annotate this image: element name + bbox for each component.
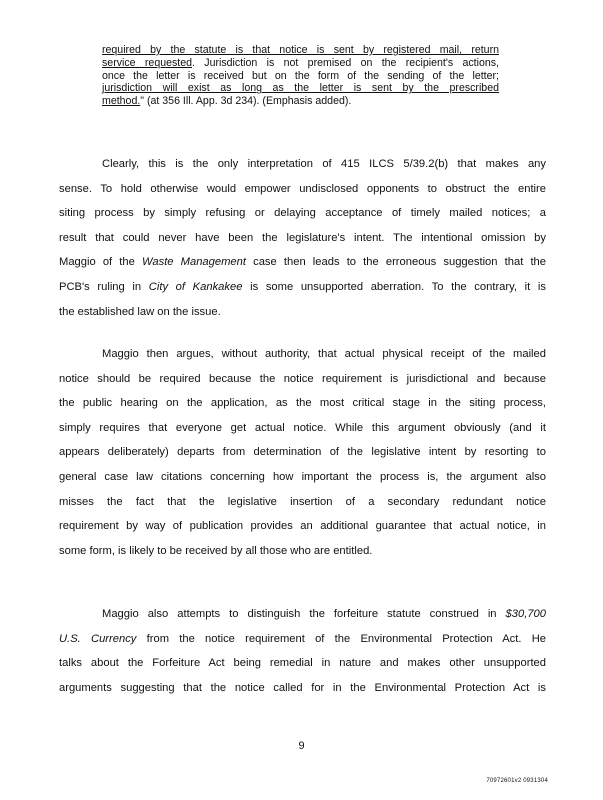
p1-line-6b: is some unsupported aberration. To the contrary, it is (242, 280, 546, 293)
quote-line-5-underlined: method. (102, 95, 141, 108)
quote-line-3: once the letter is received but on the form of the sending of the letter; (102, 69, 499, 82)
page-number: 9 (298, 740, 305, 752)
p1-line-5a: Maggio of the (59, 256, 143, 269)
p3-line-4: arguments suggesting that the notice called for in the Environmental Protection Act is (59, 681, 546, 694)
p3-line-3: talks about the Forfeiture Act being remedial in nature and makes other unsupported (59, 657, 546, 670)
paragraph-1 (59, 152, 546, 324)
p1-line-3: siting process by simply refusing or delaying acceptance of timely mailed notices; a (59, 207, 546, 220)
p1-line-4: result that could never have been the legislature's intent. The intentional omission by (59, 231, 546, 244)
p2-line-4: simply requires that everyone get actual notice. While this argument obviously (and it (59, 421, 546, 434)
quote-line-4: jurisdiction will exist as long as the letter is sent by the prescribed (102, 82, 499, 95)
case-name-currency-part-1: $30,700 (505, 608, 546, 620)
p1-line-2: sense. To hold otherwise would empower undisclosed opponents to obstruct the entire (59, 182, 546, 195)
p2-line-1: Maggio then argues, without authority, that actual physical receipt of the mailed (102, 348, 546, 360)
paragraph-2 (59, 342, 546, 563)
p1-line-1: Clearly, this is the only interpretation of 415 ILCS 5/39.2(b) that makes any (102, 158, 546, 170)
quote-line-2-underlined: service requested (102, 56, 193, 69)
p2-line-8: requirement by way of publication provides an additional guarantee that actual notice, in (59, 520, 546, 533)
p3-line-2b: from the notice requirement of the Environmental Protection Act. He (136, 632, 547, 645)
block-quote (102, 44, 499, 108)
case-name-waste-management: Waste Management (142, 256, 246, 269)
paragraph-3 (59, 602, 546, 700)
p2-line-2: notice should be required because the notice requirement is jurisdictional and because (59, 372, 546, 385)
p2-line-9: some form, is likely to be received by all those who are entitled. (59, 544, 373, 557)
p1-line-6a: PCB's ruling in (59, 280, 149, 293)
p1-line-7: the established law on the issue. (59, 305, 221, 318)
p1-line-5b: case then leads to the erroneous suggestion that the (245, 256, 546, 269)
document-id: 70972601v2 0931304 (486, 778, 548, 784)
quote-line-2: . Jurisdiction is not premised on the recipient's actions, (192, 56, 499, 69)
quote-line-5: " (at 356 Ill. App. 3d 234). (Emphasis added). (140, 95, 352, 108)
p3-line-1a: Maggio also attempts to distinguish the forfeiture statute construed in (102, 608, 506, 620)
p2-line-7: misses the fact that the legislative insertion of a secondary redundant notice (59, 495, 546, 508)
p2-line-3: the public hearing on the application, as the most critical stage in the siting process, (59, 397, 546, 410)
case-name-currency-part-2: U.S. Currency (59, 632, 137, 645)
quote-line-1: required by the statute is that notice is sent by registered mail, return (102, 44, 499, 56)
case-name-city-of-kankakee: City of Kankakee (148, 280, 243, 293)
p2-line-6: general case law citations concerning how important the process is, the argument also (59, 470, 546, 483)
p2-line-5: appears deliberately) departs from determination of the legislative intent by resorting to (59, 446, 546, 459)
